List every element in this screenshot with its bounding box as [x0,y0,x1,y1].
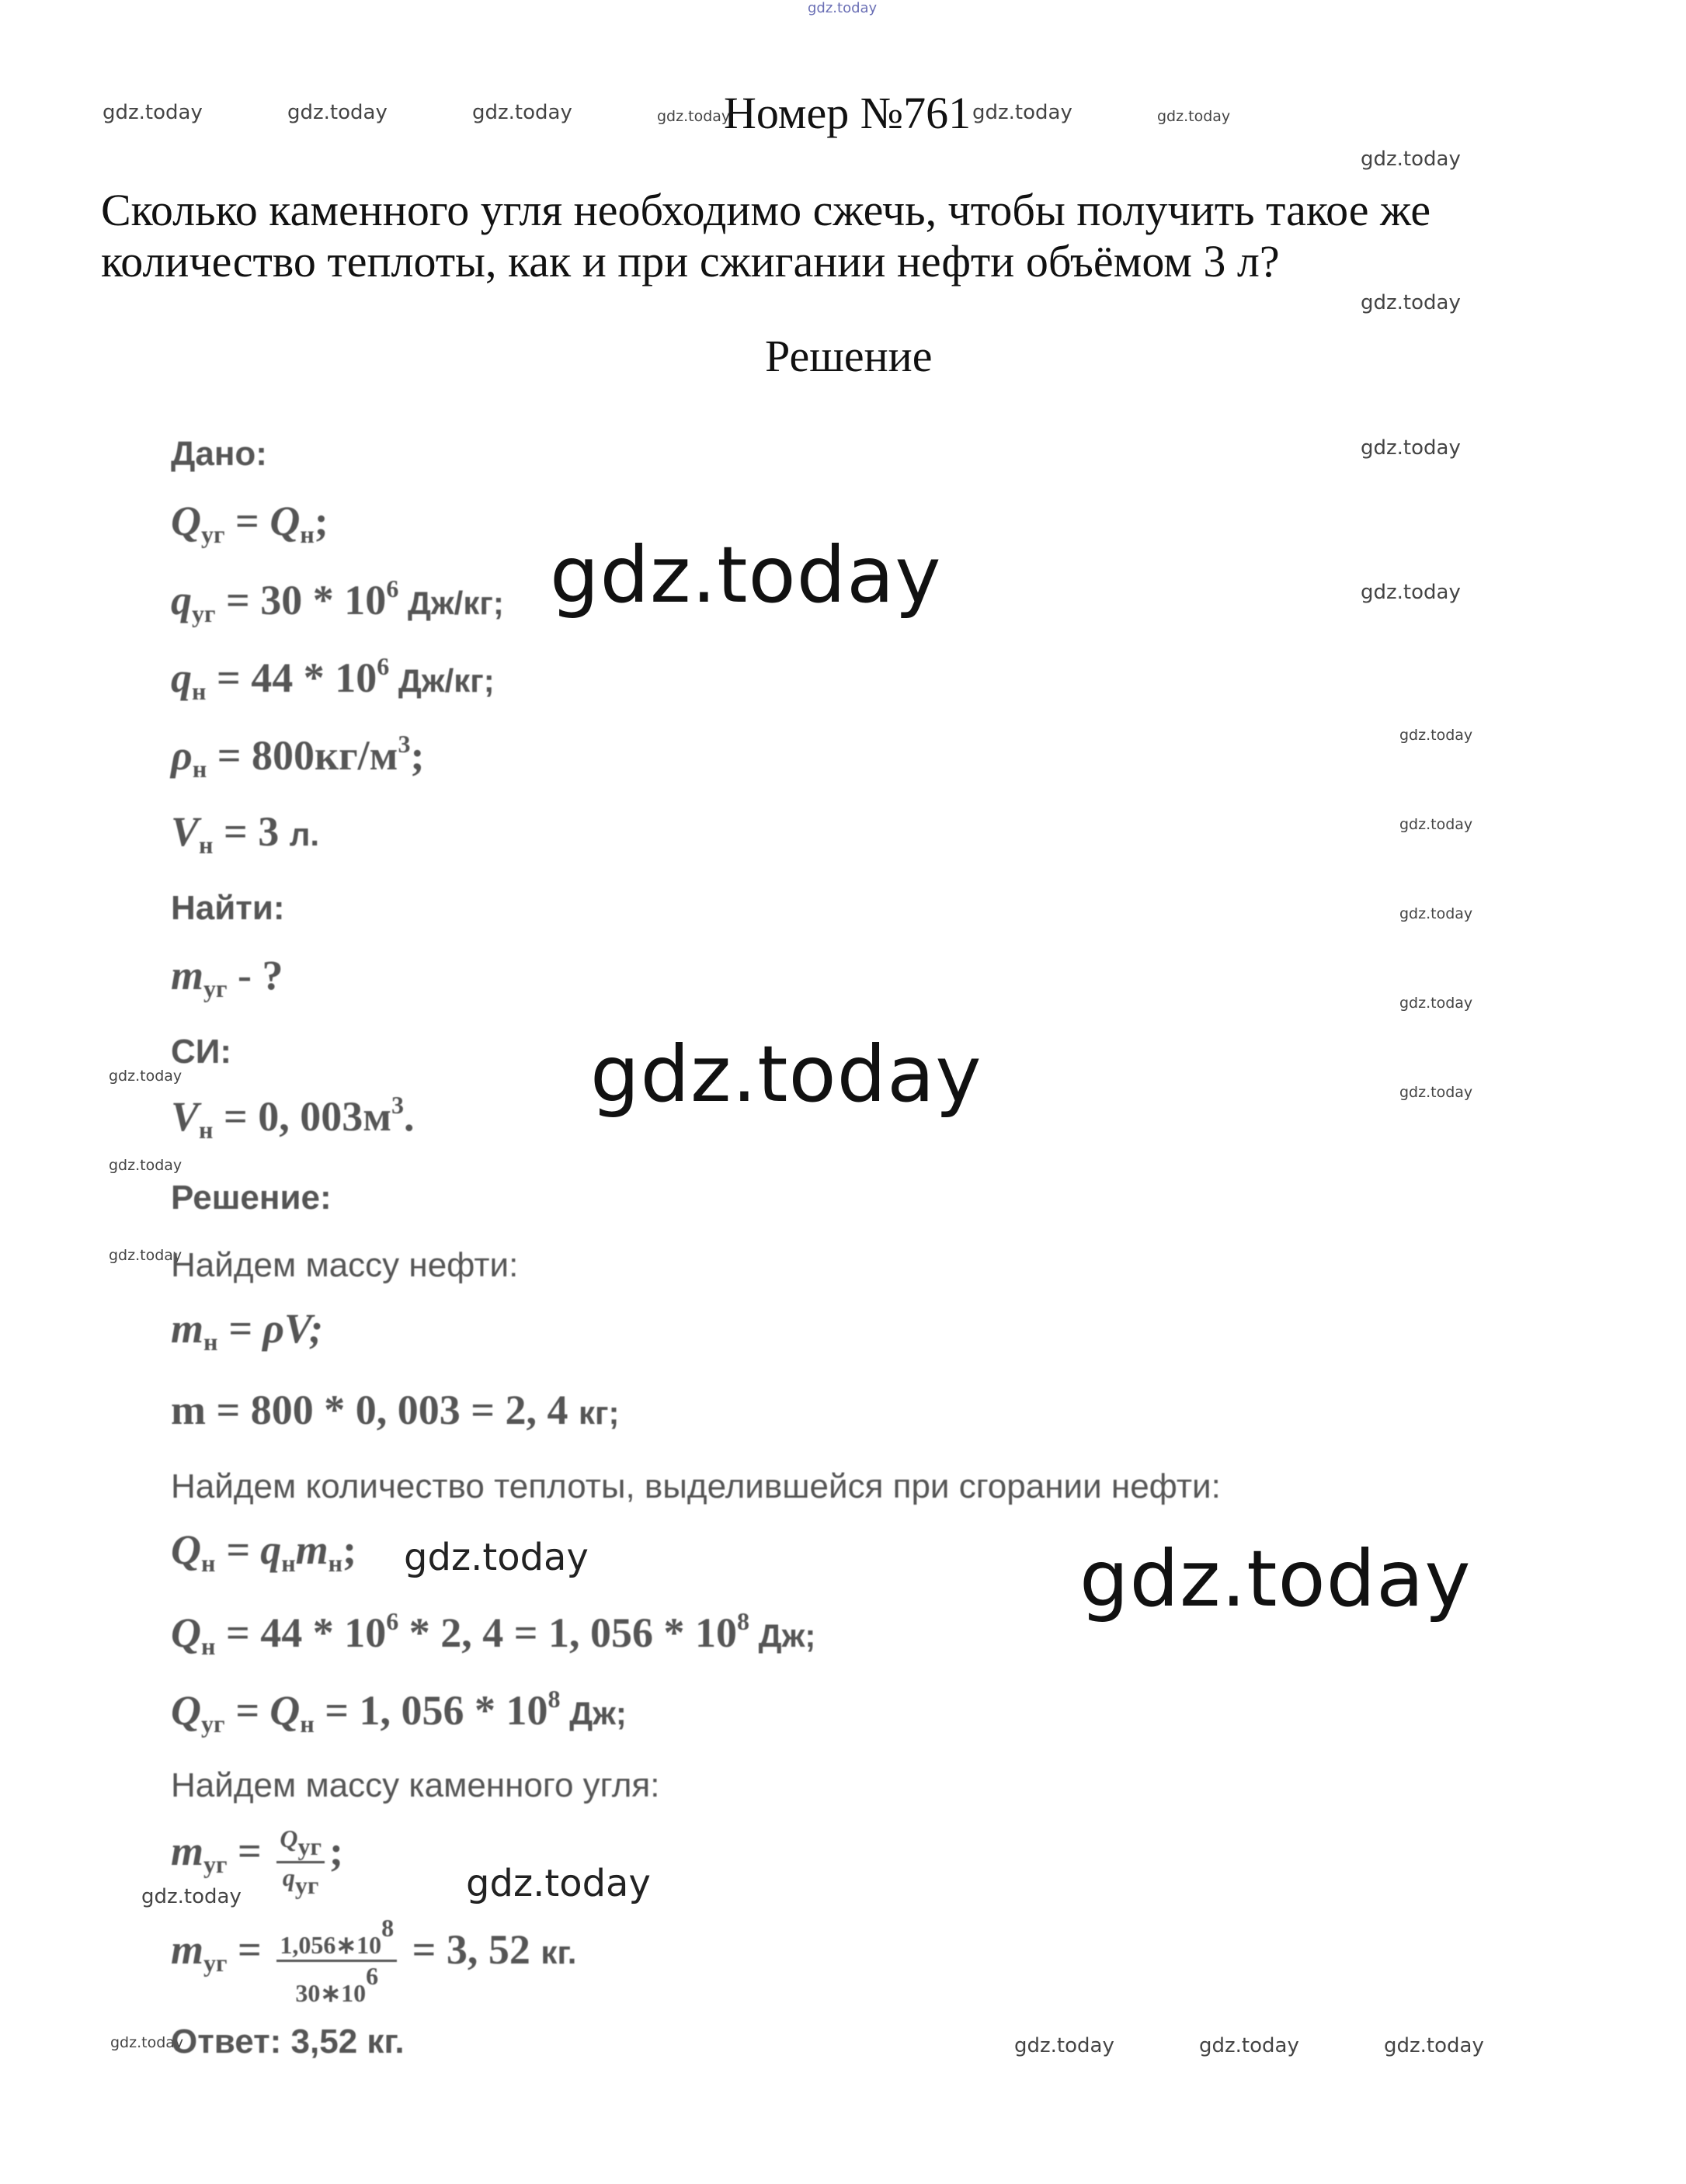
watermark: gdz.today [287,101,388,124]
watermark: gdz.today [472,101,572,124]
watermark: gdz.today [141,1885,242,1908]
find-label: Найти: [171,889,285,927]
step-oil-mass: Найдем массу нефти: [171,1246,519,1284]
given-label: Дано: [171,435,267,473]
problem-statement: Сколько каменного угля необходимо сжечь, чтобы получить такое же количество теплоты, как и при сжигании нефти объёмом 3 л? [101,185,1431,286]
watermark: gdz.today [1014,2034,1114,2057]
watermark: gdz.today [1361,148,1461,171]
watermark: gdz.today [1199,2034,1299,2057]
solution-heading: Решение [765,331,933,381]
watermark: gdz.today [1157,108,1231,125]
given-oil-volume: $V_н = 3$ л. [171,808,320,859]
formula-mass-density: $m_н = \rho V$; [171,1305,324,1356]
given-oil-heat: $q_н = 44 * 10^6$ Дж/кг; [171,652,495,705]
formula-heat-value: $Q_н = 44 * 10^6 * 2$, 4 = 1, $056 * 10^8$ Дж; [171,1607,816,1660]
formula-heat: $Q_н = q_нm_н$; [171,1526,357,1577]
find-coal-mass: $m_{уг}$ - ? [171,952,283,1002]
given-coal-heat: $q_{уг} = 30 * 10^6$ Дж/кг; [171,575,504,627]
page-title: Номер №761 [724,88,972,138]
watermark-large: gdz.today [550,530,942,620]
watermark: gdz.today [1399,905,1473,922]
watermark: gdz.today [109,1068,183,1085]
watermark-large: gdz.today [590,1029,982,1120]
watermark: gdz.today [1361,581,1461,604]
solution-label: Решение: [171,1179,332,1217]
si-label: СИ: [171,1033,232,1071]
watermark: gdz.today [657,108,731,125]
watermark: gdz.today [1399,995,1473,1012]
watermark: gdz.today [1361,436,1461,460]
step-oil-heat: Найдем количество теплоты, выделившейся при сгорании нефти: [171,1467,1221,1505]
step-coal-mass: Найдем массу каменного угля: [171,1766,660,1804]
watermark: gdz.today [103,101,203,124]
watermark: gdz.today [1361,291,1461,314]
given-energy-equality: $Q_{уг} = Q_н$; [171,498,329,548]
watermark: gdz.today [466,1862,651,1905]
formula-coal-mass-value: $m_{уг}$ = $\frac{1,056∗10^8}{30∗10^6}$ = 3, 52 кг. [171,1914,577,2007]
watermark: gdz.today [1399,1084,1473,1101]
answer: Ответ: 3,52 кг. [171,2023,405,2061]
watermark: gdz.today [109,1157,183,1174]
watermark-large: gdz.today [1079,1533,1472,1624]
watermark: gdz.today [109,1247,183,1264]
watermark: gdz.today [1399,727,1473,744]
formula-mass-value: m = 800 * 0, 003 = 2, 4 кг; [171,1387,620,1433]
watermark: gdz.today [404,1536,589,1579]
watermark-top: gdz.today [808,0,878,16]
watermark: gdz.today [110,2034,184,2051]
given-oil-density: $\rho_н = 800кг/м^3$; [171,730,425,783]
formula-heat-equality: $Q_{уг} = Q_н = 1$, $056 * 10^8$ Дж; [171,1685,627,1738]
formula-coal-mass: $m_{уг}$ = $\frac{Q_{уг}}{q_{уг}}$ ; [171,1825,343,1899]
si-volume: $V_н = 0$, $003м^3$. [171,1091,415,1144]
watermark: gdz.today [972,101,1072,124]
watermark: gdz.today [1399,816,1473,833]
watermark: gdz.today [1384,2034,1484,2057]
